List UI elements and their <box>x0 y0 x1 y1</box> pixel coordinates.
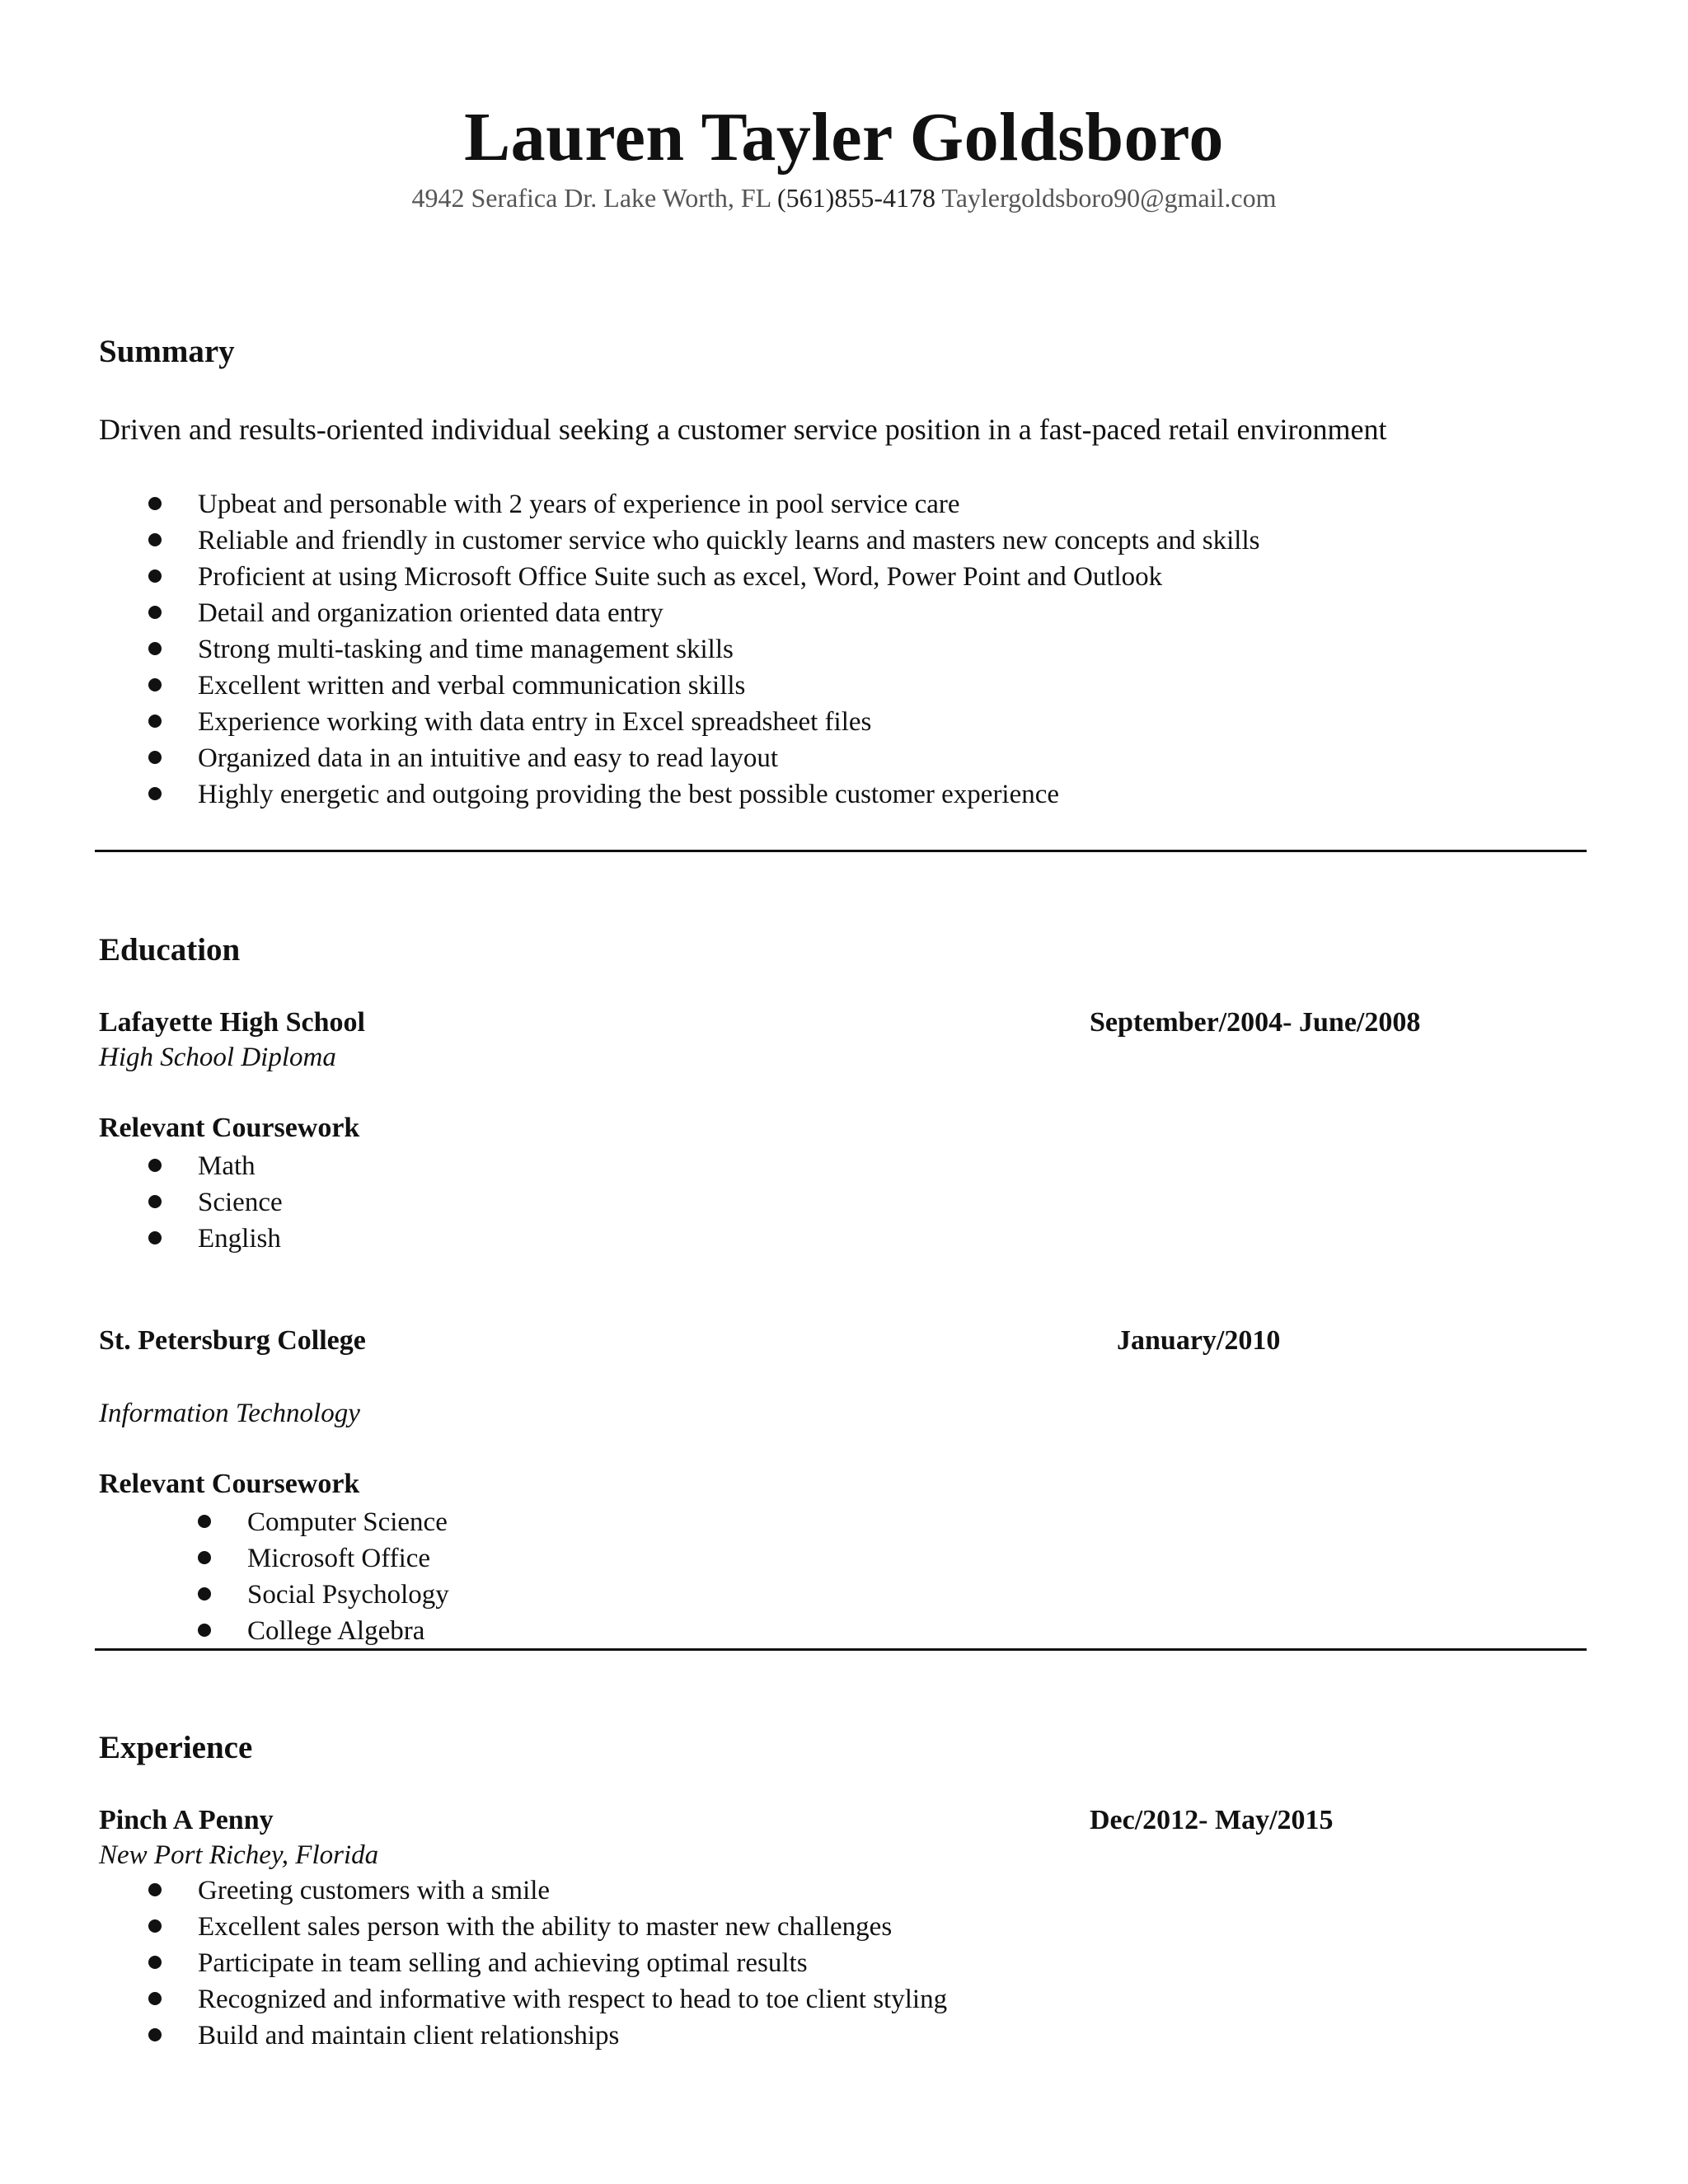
school-name: Lafayette High School <box>99 1007 365 1038</box>
list-item: Proficient at using Microsoft Office Suite such as excel, Word, Power Point and Outlook <box>148 559 1259 595</box>
email: Taylergoldsboro90@gmail.com <box>941 183 1277 213</box>
bullet-icon <box>148 569 162 583</box>
list-item: Recognized and informative with respect to head to toe client styling <box>148 1981 947 2018</box>
education-heading: Education <box>99 932 241 968</box>
list-item: Math <box>148 1148 283 1184</box>
list-item: Highly energetic and outgoing providing the best possible customer experience <box>148 776 1259 813</box>
bullet-icon <box>148 715 162 728</box>
contact-line <box>0 183 1688 213</box>
list-item: Build and maintain client relationships <box>148 2018 947 2054</box>
bullet-icon <box>148 642 162 655</box>
list-item: Greeting customers with a smile <box>148 1872 947 1909</box>
bullet-icon <box>148 1195 162 1208</box>
phone: (561)855-4178 <box>777 183 935 213</box>
list-item: English <box>148 1221 283 1257</box>
bullet-icon <box>148 606 162 619</box>
list-item: Organized data in an intuitive and easy to read layout <box>148 740 1259 776</box>
bullet-icon <box>148 751 162 764</box>
bullet-icon <box>198 1515 211 1528</box>
list-item: Strong multi-tasking and time management skills <box>148 631 1259 668</box>
bullet-icon <box>148 2028 162 2041</box>
list-item: Reliable and friendly in customer service who quickly learns and masters new concepts and skills <box>148 523 1259 559</box>
company-name: Pinch A Penny <box>99 1805 274 1835</box>
list-item: Microsoft Office <box>198 1540 449 1577</box>
bullet-icon <box>148 1992 162 2005</box>
bullet-icon <box>148 533 162 546</box>
list-item: Computer Science <box>198 1504 449 1540</box>
list-item: Upbeat and personable with 2 years of experience in pool service care <box>148 486 1259 523</box>
coursework-heading: Relevant Coursework <box>99 1469 360 1499</box>
job-location: New Port Richey, Florida <box>99 1840 379 1870</box>
summary-bullet-list <box>148 486 1259 813</box>
list-item: Science <box>148 1184 283 1221</box>
bullet-icon <box>148 1231 162 1244</box>
summary-objective: Driven and results-oriented individual seeking a customer service position in a fast-paced retail environment <box>99 413 1387 446</box>
school-degree: High School Diploma <box>99 1043 336 1072</box>
list-item: Detail and organization oriented data entry <box>148 595 1259 631</box>
bullet-icon <box>148 1159 162 1172</box>
bullet-icon <box>148 787 162 800</box>
list-item: Social Psychology <box>198 1577 449 1613</box>
section-divider <box>95 850 1587 852</box>
job-dates: Dec/2012- May/2015 <box>1090 1805 1334 1835</box>
bullet-icon <box>148 1883 162 1896</box>
bullet-icon <box>148 1919 162 1933</box>
bullet-icon <box>198 1587 211 1601</box>
list-item: Experience working with data entry in Excel spreadsheet files <box>148 704 1259 740</box>
bullet-icon <box>148 497 162 510</box>
list-item: Excellent sales person with the ability to master new challenges <box>148 1909 947 1945</box>
bullet-icon <box>198 1624 211 1637</box>
coursework-list <box>148 1148 283 1257</box>
address: 4942 Serafica Dr. Lake Worth, FL <box>411 183 771 213</box>
candidate-name: Lauren Tayler Goldsboro <box>464 99 1224 176</box>
school-name: St. Petersburg College <box>99 1325 366 1356</box>
coursework-heading: Relevant Coursework <box>99 1113 360 1143</box>
bullet-icon <box>148 1956 162 1969</box>
school-dates: September/2004- June/2008 <box>1090 1007 1421 1038</box>
list-item: Excellent written and verbal communication skills <box>148 668 1259 704</box>
bullet-icon <box>198 1551 211 1564</box>
bullet-icon <box>148 678 162 691</box>
list-item: College Algebra <box>198 1613 449 1649</box>
school-degree: Information Technology <box>99 1399 360 1428</box>
experience-heading: Experience <box>99 1730 253 1765</box>
school-dates: January/2010 <box>1117 1325 1281 1356</box>
summary-heading: Summary <box>99 334 235 369</box>
coursework-list <box>198 1504 449 1649</box>
job-bullet-list <box>148 1872 947 2054</box>
section-divider <box>95 1648 1587 1651</box>
list-item: Participate in team selling and achieving optimal results <box>148 1945 947 1981</box>
